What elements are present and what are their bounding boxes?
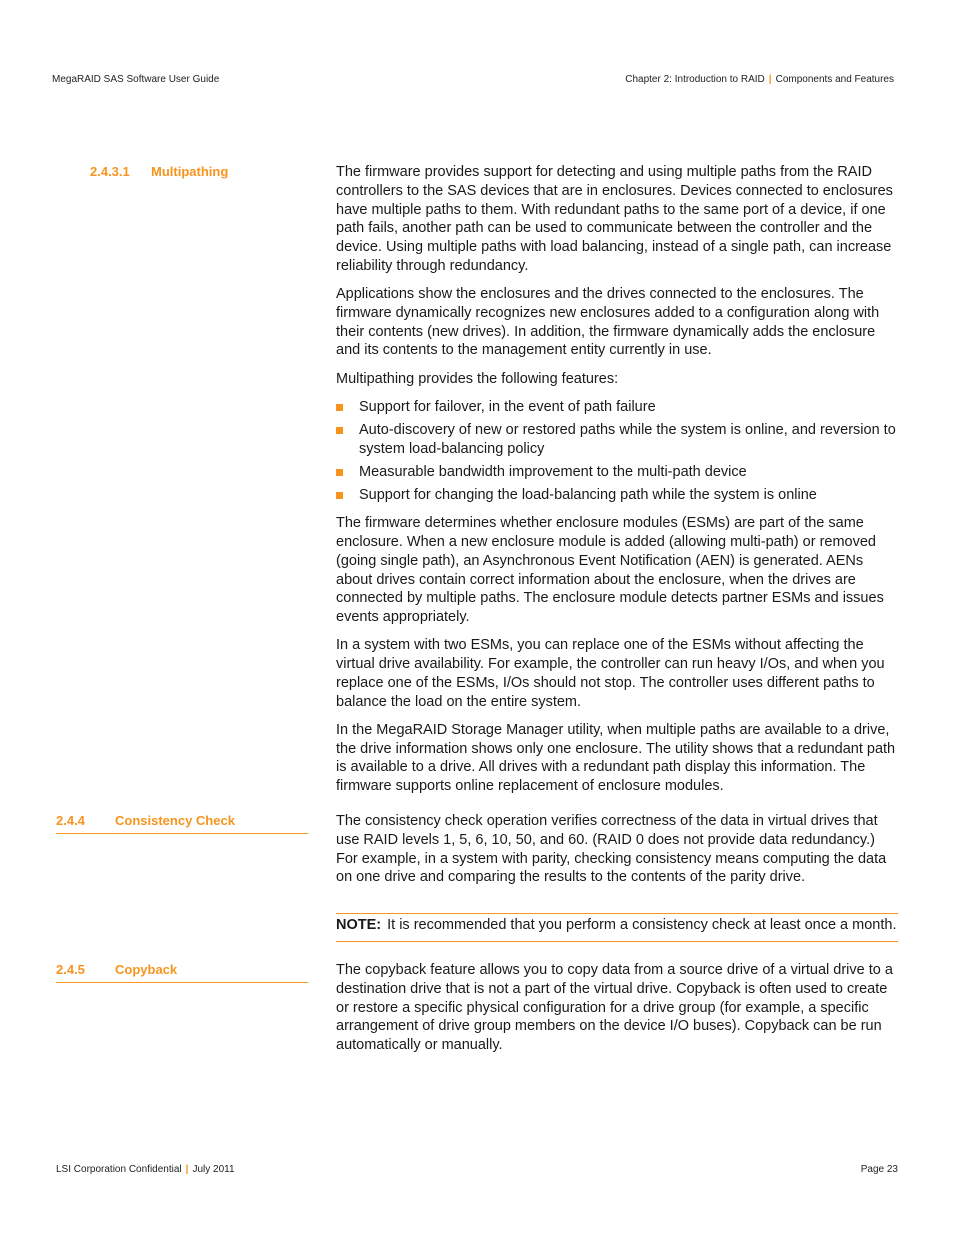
list-item (336, 421, 898, 459)
heading-number: 2.4.4 (56, 813, 85, 828)
square-bullet-icon (336, 427, 343, 434)
paragraph: In a system with two ESMs, you can replace one of the ESMs without affecting the virtual drive availability. For example, the controller can run heavy I/Os, and when you replace one of the ESMs, I/Os should not stop. The controller uses different paths to balance the load on the entire system. (336, 637, 885, 710)
square-bullet-icon (336, 492, 343, 499)
paragraph: The firmware determines whether enclosure modules (ESMs) are part of the same enclosure. When a new enclosure module is added (allowing multi-path) or removed (going single path), an Asynchronous Event Notification (AEN) is generated. AENs about drives contain correct information about the enclosure, when the drives are connected by multiple paths. The enclosure module detects partner ESMs and issues events appropriately. (336, 515, 884, 626)
paragraph: The copyback feature allows you to copy data from a source drive of a virtual drive to a destination drive that is not a part of the virtual drive. Copyback is often used to create or restore a specific physical configuration for a drive group (for example, a specific arrangement of drive group members on the device I/O buses). Copyback can be run automatically or manually. (336, 962, 893, 1054)
heading-copyback (56, 962, 308, 983)
header-separator: | (768, 74, 772, 85)
confidentiality-notice: LSI Corporation Confidential (56, 1164, 182, 1175)
running-footer (56, 1164, 235, 1176)
paragraph: The firmware provides support for detecting and using multiple paths from the RAID controllers to the SAS devices that are in enclosures. Devices connected to enclosures have multiple paths to them. With redundant paths to the same port of a device, if one path fails, another path can be used to communicate between the controller and the device. Using multiple paths with load balancing, instead of a single path, can increase reliability through redundancy. (336, 164, 893, 274)
list-item (336, 398, 898, 417)
list-item (336, 486, 898, 505)
section-title: Components and Features (775, 74, 894, 85)
heading-text: Multipathing (151, 164, 229, 179)
heading-text: Consistency Check (115, 813, 235, 828)
list-item-text: Support for failover, in the event of path failure (359, 398, 656, 415)
list-item (336, 463, 898, 482)
paragraph: Multipathing provides the following features: (336, 370, 619, 387)
heading-number: 2.4.3.1 (90, 164, 130, 179)
document-title: MegaRAID SAS Software User Guide (52, 74, 220, 85)
running-header-title (52, 74, 219, 86)
feature-list (336, 398, 898, 505)
note-text: It is recommended that you perform a consistency check at least once a month. (387, 917, 897, 933)
list-item-text: Support for changing the load-balancing path while the system is online (359, 487, 817, 504)
copyback-body (336, 961, 898, 1064)
square-bullet-icon (336, 404, 343, 411)
list-item-text: Auto-discovery of new or restored paths while the system is online, and reversion to system load-balancing policy (359, 421, 896, 457)
heading-multipathing (90, 164, 228, 180)
note-label: NOTE: (336, 917, 382, 933)
note-box (336, 913, 898, 942)
heading-text: Copyback (115, 962, 178, 977)
paragraph: Applications show the enclosures and the drives connected to the enclosures. The firmware dynamically recognizes new enclosures added to a configuration along with their contents (new drives). In addition, the firmware dynamically adds the enclosure and its contents to the management entity currently in use. (336, 286, 880, 359)
page-number-text: Page 23 (860, 1164, 898, 1175)
page-number (861, 1164, 898, 1176)
square-bullet-icon (336, 469, 343, 476)
multipathing-body (336, 163, 898, 805)
chapter-title: Chapter 2: Introduction to RAID (625, 74, 765, 85)
paragraph: In the MegaRAID Storage Manager utility, when multiple paths are available to a drive, the drive information shows only one enclosure. The utility shows that a redundant path is available to a drive. All drives with a redundant path display this information. The firmware supports online replacement of enclosure modules. (336, 721, 896, 795)
consistency-body (336, 812, 898, 896)
heading-consistency-check (56, 813, 308, 834)
running-header-chapter (625, 74, 894, 86)
footer-separator: | (185, 1164, 189, 1175)
paragraph: The consistency check operation verifies correctness of the data in virtual drives that use RAID levels 1, 5, 6, 10, 50, and 60. (RAID 0 does not provide data redundancy.) For example, in a system with parity, checking consistency means computing the data on one drive and comparing the results to the contents of the parity drive. (336, 813, 887, 886)
list-item-text: Measurable bandwidth improvement to the multi-path device (359, 464, 747, 481)
publication-date: July 2011 (192, 1164, 235, 1175)
heading-number: 2.4.5 (56, 962, 85, 977)
